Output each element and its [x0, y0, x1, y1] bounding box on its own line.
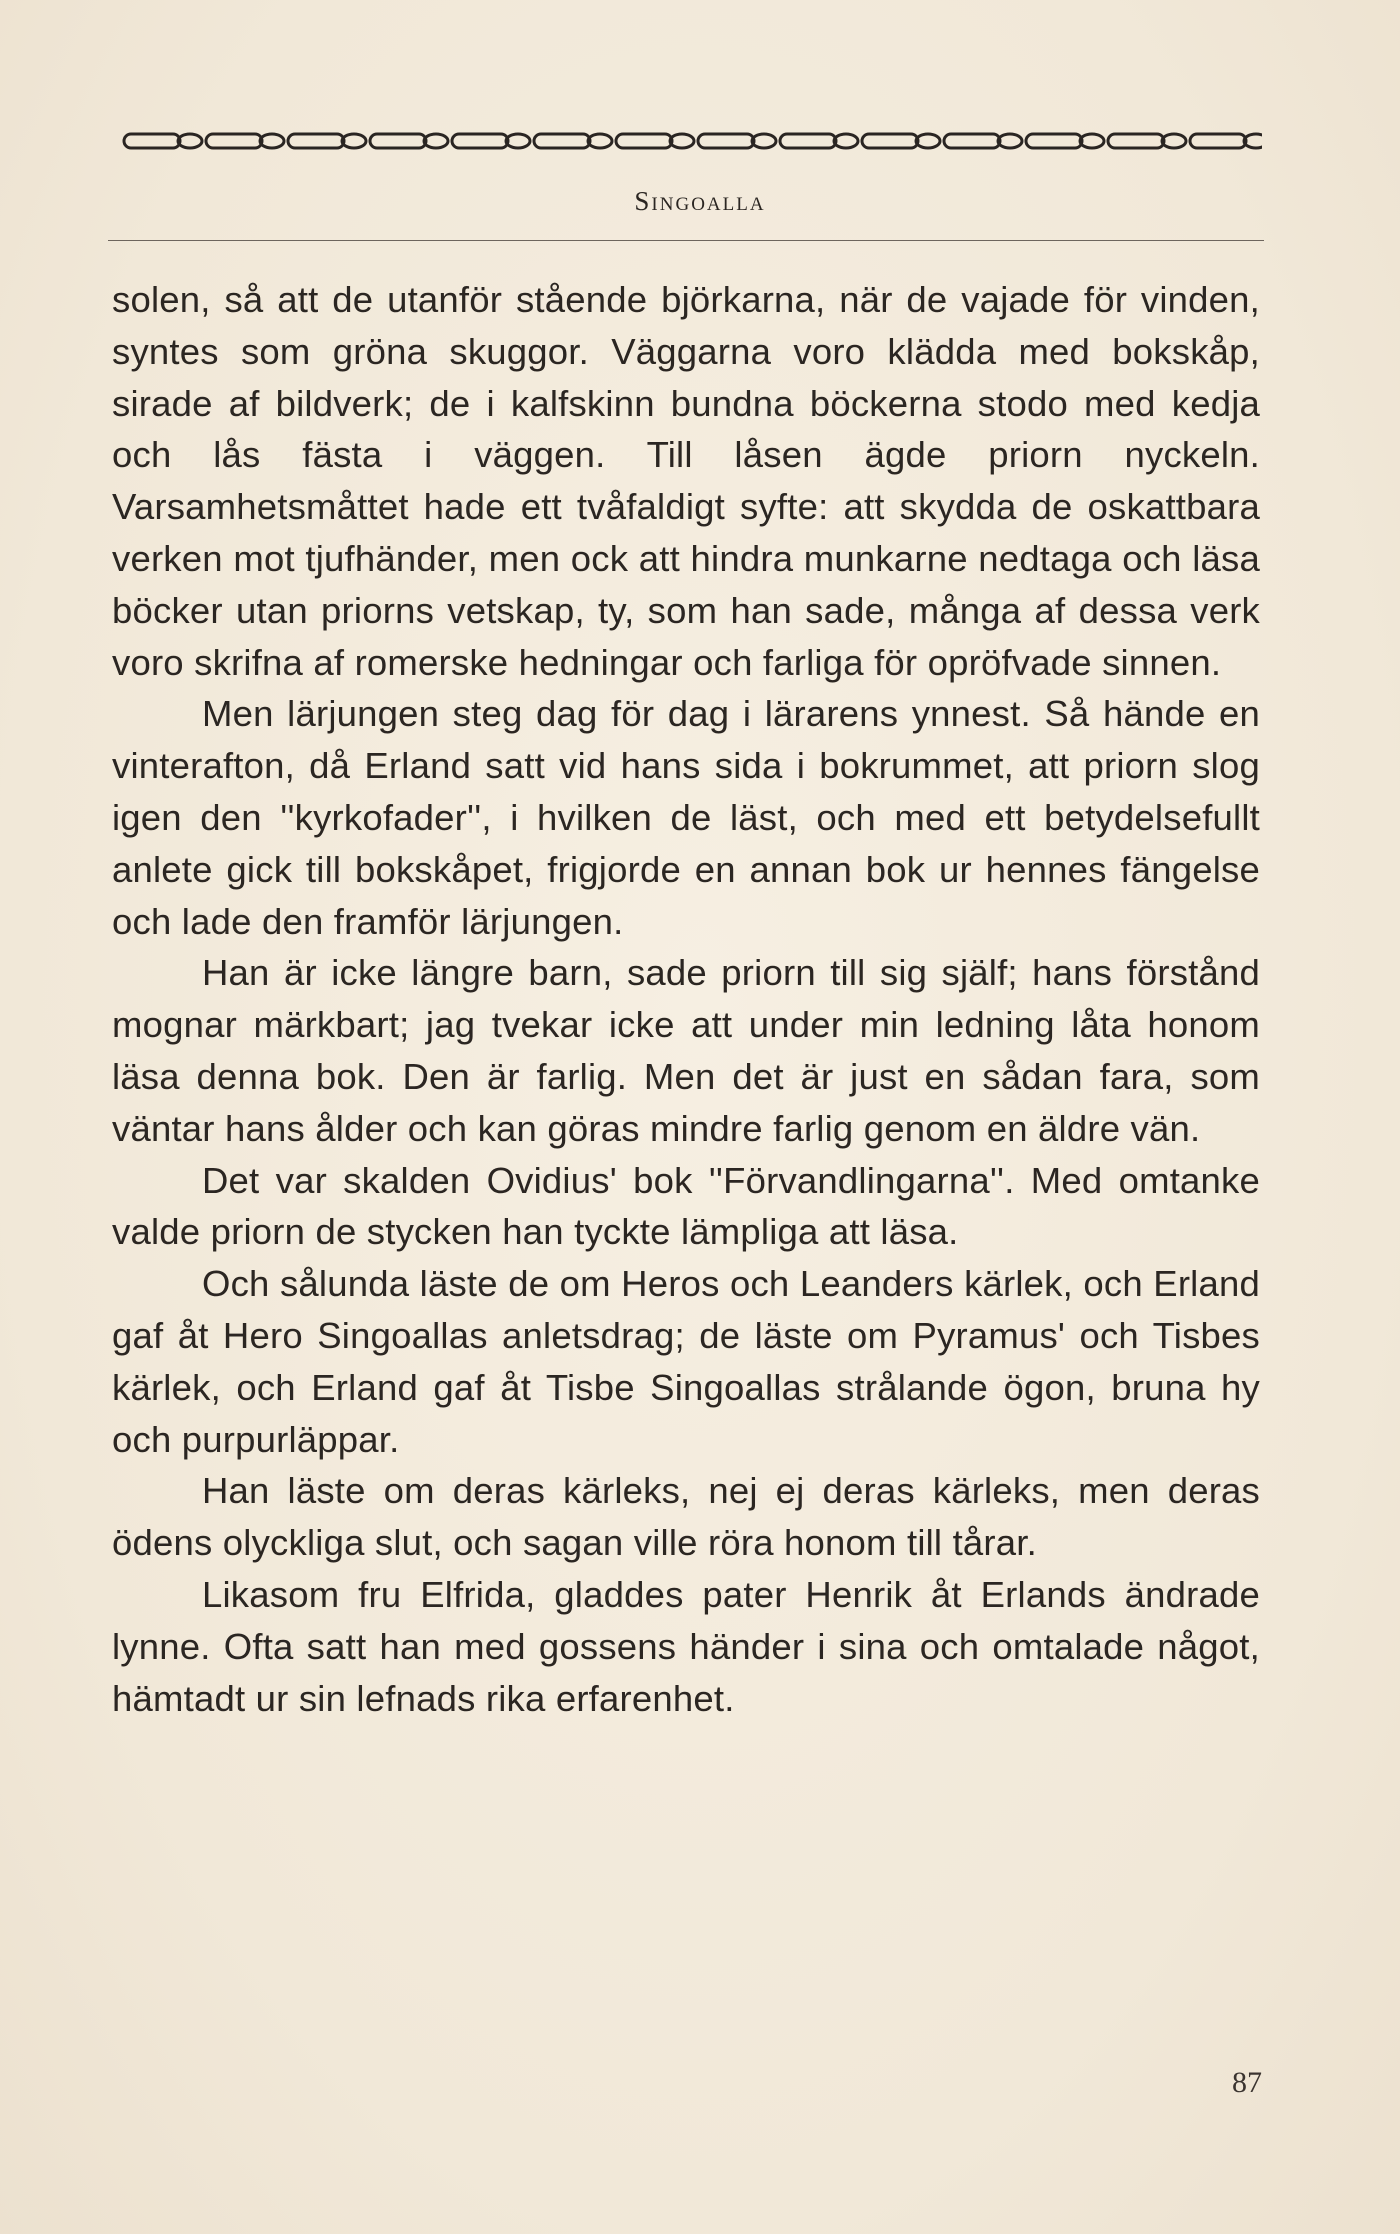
running-title: Singoalla [634, 186, 766, 216]
paragraph: Men lärjungen steg dag för dag i lärarens ynnest. Så hände en vinterafton, då Erland satt vid hans sida i bokrummet, att priorn slog igen den ''kyrkofader'', i hvilken de läst, och med ett betydelsefullt anlete gick till bokskåpet, frigjorde en annan bok ur hennes fängelse och lade den framför lärjungen. [112, 693, 1260, 942]
paragraph: Likasom fru Elfrida, gladdes pater Henrik åt Erlands ändrade lynne. Ofta satt han med gossens händer i sina och omtalade något, hämtadt ur sin lefnads rika erfarenhet. [112, 1573, 1260, 1719]
paragraph: solen, så att de utanför stående björkarna, när de vajade för vinden, syntes som gröna skuggor. Väggarna voro klädda med bokskåp, sirade af bildverk; de i kalfskinn bundna böckerna stodo med kedja och lås fästa i väggen. Till låsen ägde priorn nyckeln. Varsamhetsmåttet hade ett tvåfaldigt syfte: att skydda de oskattbara verken mot tjufhänder, men ock att hindra munkarne nedtaga och läsa böcker utan priorns vetskap, ty, som han sade, många af dessa verk voro skrifna af romerske hedningar och farliga för opröfvade sinnen. [112, 279, 1260, 683]
header-divider [108, 240, 1264, 241]
decorative-border-ornament [122, 130, 1262, 152]
paragraph: Det var skalden Ovidius' bok ''Förvandlingarna''. Med omtanke valde priorn de stycken han tyckte lämpliga att läsa. [112, 1159, 1260, 1253]
paragraph: Han är icke längre barn, sade priorn till sig själf; hans förstånd mognar märkbart; jag tvekar icke att under min ledning låta honom läsa denna bok. Den är farlig. Men det är just en sådan fara, som väntar hans ålder och kan göras mindre farlig genom en äldre vän. [112, 952, 1260, 1149]
page-number: 87 [1232, 2066, 1262, 2099]
paragraph: Och sålunda läste de om Heros och Leanders kärlek, och Erland gaf åt Hero Singoallas anletsdrag; de läste om Pyramus' och Tisbes kärlek, och Erland gaf åt Tisbe Singoallas strålande ögon, bruna hy och purpurläppar. [112, 1263, 1260, 1460]
body-text [112, 274, 1260, 1724]
paragraph: Han läste om deras kärleks, nej ej deras kärleks, men deras ödens olyckliga slut, och sagan ville röra honom till tårar. [112, 1470, 1260, 1564]
